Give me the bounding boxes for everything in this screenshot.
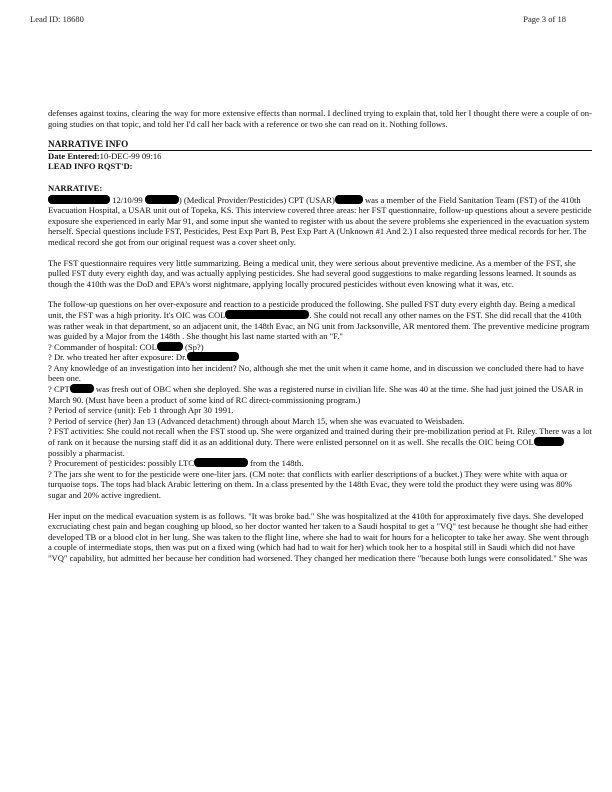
narrative-paragraph-3: The follow-up questions on her over-exposure and reaction to a pesticide produced the following. She pulled FST duty every eighth day. Being a medical unit, the FST was a high priority. It's OIC was COL . She could not recall any other names on the FST. She did recall that the 410th was rather weak in that department, so an adjacent unit, the 148th Evac, an NG unit from Jacksonville, AR mentored them. The preventive medicine program was guided by a Major from the 148th . She thought his last name started with an "F.": [48, 299, 590, 342]
redaction-block: [194, 458, 248, 467]
narrative-paragraph-1: 12/10/99 ) (Medical Provider/Pesticides) CPT (USAR) was a member of the Field Sanitation Team (FST) of the 410th Evacuation Hospital, a USAR unit out of Topeka, KS. This interview covered three areas: her FST questionnaire, follow-up questions about a severe pesticide exposure she experienced in early Mar 91, and some input she wanted to register with us about the severe problems she experienced in the evacuation system herself. Special questions include FST, Pesticides, Pest Exp Part B, Pest Exp Part A (Unknown #1 And 2.) I also requested three medical records for her. The medical record she got from our original request was a cover sheet only.: [48, 194, 592, 247]
date-label: Date Entered:: [48, 150, 100, 161]
lead-id: Lead ID: 18680: [30, 14, 84, 24]
narrative-paragraph-4: Her input on the medical evacuation system is as follows. "It was broke bad." She was hospitalized at the 410th for approximately five days. She developed excruciating chest pain and began coughing up blood, so her doctor wanted her taken to a Saudi hospital to get a "VQ" test because he thought she had either developed TB or a blood clot in her lung. She was taken to the flight line, where she had to wait for hours for a helicopter to take her away. She went through a couple of intermediate stops, then was put on a fixed wing (which had had to wait for her) which took her to a hospital still in Saudi which did not have "VQ" capability, but admitted her because her condition had worsened. They changed her medication there "because both lungs were consolidated." She was: [48, 510, 589, 563]
redaction-block: [335, 195, 363, 204]
question-commander: ? Commander of hospital: COL (Sp?): [48, 341, 204, 352]
question-jars: ? The jars she went to for the pesticide were one-liter jars. (CM note: that conflicts with earlier descriptions of a bucket.) They were white with aqua or turquoise tops. The tops had black Arabic lettering on them. In a class presented by the 148th Evac, they were told the product they were using was 80% sugar and 20% active ingredient.: [48, 468, 572, 500]
redaction-block: [534, 437, 564, 446]
question-fst: ? FST activities: She could not recall when the FST stood up. She were organized and trained during their pre-mobilization period at Ft. Riley. There was a lot of rank on it because the nursing staff did it as an additional duty. There were enlisted personnel on it as well. She recalls the OIC being COL possibly a pharmacist.: [48, 426, 592, 458]
redaction-block: [145, 195, 179, 204]
date-value: 10-DEC-99 09:16: [99, 150, 162, 161]
redaction-block: [157, 342, 183, 351]
question-investigation: ? Any knowledge of an investigation into her incident? No, although she met the unit when it came home, and in discussion we concluded there had to have been one.: [48, 362, 584, 384]
question-procurement: ? Procurement of pesticides: possibly LTC from the 148th.: [48, 458, 304, 469]
date-entered: [48, 151, 592, 162]
intro-paragraph: defenses against toxins, clearing the way for more extensive effects than normal. I declined trying to explain that, told her I thought there were a couple of on-going studies on that topic, and told her I'd call her back with a reference or two she can read on it. Nothing follows.: [48, 108, 592, 129]
question-service-unit: ? Period of service (unit): Feb 1 through Apr 30 1991.: [48, 405, 234, 416]
section-title: NARRATIVE INFO: [48, 139, 592, 151]
question-service-her: ? Period of service (her) Jan 13 (Advanced detachment) through about March 15, when she was evacuated to Weisbaden.: [48, 415, 465, 426]
redaction-block: [48, 195, 110, 204]
narrative-label: NARRATIVE:: [48, 182, 103, 193]
redaction-block: [187, 352, 239, 361]
redaction-block: [70, 384, 94, 393]
document-body: [48, 108, 592, 564]
question-cpt: ? CPT was fresh out of OBC when she deployed. She was a registered nurse in civilian life. She was 40 at the time. She had just joined the USAR in March 90. (Must have been a product of some kind of RC direct-commissioning program.): [48, 384, 584, 405]
page-number: Page 3 of 18: [523, 14, 566, 24]
lead-info-label: LEAD INFO RQST'D:: [48, 161, 133, 172]
narrative-paragraph-2: The FST questionnaire requires very little summarizing. Being a medical unit, they were serious about preventive medicine. As a member of the FST, she pulled FST duty every eighth day, and was actually applying pesticides. She had several good suggestions to make regarding lessons learned. It sounds as though the 410th was the DoD and EPA's worst nightmare, applying locally procured pesticides without even knowing what it was, etc.: [48, 257, 577, 289]
redaction-block: [225, 310, 309, 319]
question-doctor: ? Dr. who treated her after exposure: Dr.: [48, 352, 592, 363]
